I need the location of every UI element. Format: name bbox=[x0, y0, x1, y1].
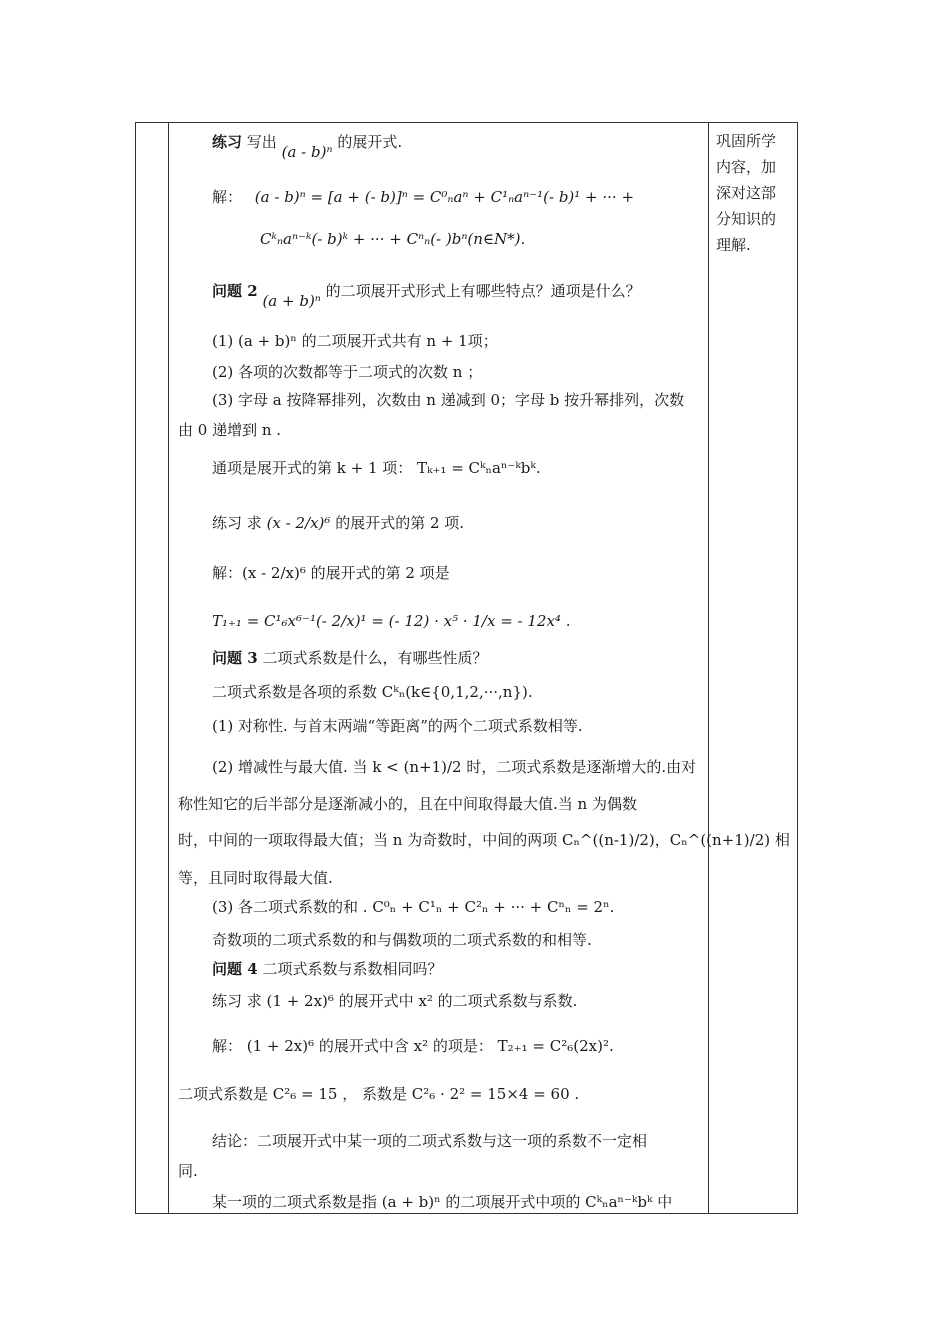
math-expr: Cᵏₙaⁿ⁻ᵏ(- b)ᵏ + ··· + Cⁿₙ(- )bⁿ(n∈N*). bbox=[260, 230, 526, 248]
practice-label: 练习 bbox=[212, 133, 243, 151]
solution-line: 解： (1 + 2x)⁶ 的展开式中含 x² 的项是： T₂₊₁ = C²₆(2x)². bbox=[212, 1037, 614, 1055]
practice-text2: 的展开式的第 2 项. bbox=[335, 514, 465, 532]
column-divider bbox=[168, 123, 169, 1213]
math-expr: (a - b)ⁿ = [a + (- b)]ⁿ = C⁰ₙaⁿ + C¹ₙaⁿ⁻¹(- b)¹ + ··· + bbox=[254, 188, 635, 206]
coefficient-line: 二项式系数是 C²₆ = 15 ， 系数是 C²₆ · 2² = 15×4 = 60 . bbox=[178, 1085, 580, 1103]
question-text: 二项式系数与系数相同吗？ bbox=[262, 960, 443, 978]
property-item: (2) 增减性与最大值. 当 k < (n+1)/2 时，二项式系数是逐渐增大的.由对 bbox=[212, 758, 697, 776]
property-item: 奇数项的二项式系数的和与偶数项的二项式系数的和相等. bbox=[212, 931, 592, 949]
practice-text2: 的展开式. bbox=[337, 133, 403, 151]
question3-line bbox=[212, 647, 487, 668]
column-divider bbox=[708, 123, 709, 1213]
solution-line: 解：(x - 2/x)⁶ 的展开式的第 2 项是 bbox=[212, 564, 450, 582]
question4-line bbox=[212, 958, 442, 979]
conclusion: 同. bbox=[178, 1162, 198, 1180]
definition: 二项式系数是各项的系数 Cᵏₙ(k∈{0,1,2,···,n}). bbox=[212, 683, 533, 701]
solution-line bbox=[212, 186, 634, 207]
last-line: 某一项的二项式系数是指 (a + b)ⁿ 的二项展开式中项的 Cᵏₙaⁿ⁻ᵏbᵏ 中 bbox=[212, 1193, 673, 1211]
math-expr: (a + b)ⁿ bbox=[262, 292, 321, 310]
question-label: 问题 4 bbox=[212, 960, 258, 978]
property-item: (3) 各二项式系数的和 . C⁰ₙ + C¹ₙ + C²ₙ + ··· + Cⁿₙ = 2ⁿ. bbox=[212, 898, 615, 916]
property-item: (1) 对称性. 与首末两端“等距离”的两个二项式系数相等. bbox=[212, 717, 583, 735]
question-label: 问题 2 bbox=[212, 282, 258, 300]
property-item: (2) 各项的次数都等于二项式的次数 n ； bbox=[212, 363, 483, 381]
solution-label: 解： bbox=[212, 188, 243, 206]
property-item: 时，中间的一项取得最大值；当 n 为奇数时，中间的两项 Cₙ^((n-1)/2)，Cₙ^((n+1)/2) 相 bbox=[178, 831, 790, 849]
side-note: 巩固所学内容，加深对这部分知识的理解. bbox=[716, 132, 777, 254]
practice-text: 练习 求 bbox=[212, 514, 262, 532]
practice1-line bbox=[212, 131, 403, 161]
math-expr: (x - 2/x)⁶ bbox=[266, 514, 331, 532]
practice-line: 练习 求 (1 + 2x)⁶ 的展开式中 x² 的二项式系数与系数. bbox=[212, 992, 578, 1010]
question-text: 的二项展开式形式上有哪些特点？通项是什么？ bbox=[325, 282, 641, 300]
question-label: 问题 3 bbox=[212, 649, 258, 667]
math-expr: T₁₊₁ = C¹₆x⁶⁻¹(- 2/x)¹ = (- 12) · x⁵ · 1/x = - 12x⁴ . bbox=[212, 612, 571, 630]
property-item: (3) 字母 a 按降幂排列，次数由 n 递减到 0；字母 b 按升幂排列，次数 bbox=[212, 391, 685, 409]
practice2-line bbox=[212, 512, 464, 533]
general-term: 通项是展开式的第 k + 1 项： Tₖ₊₁ = Cᵏₙaⁿ⁻ᵏbᵏ. bbox=[212, 459, 541, 477]
property-item: 由 0 递增到 n . bbox=[178, 421, 282, 439]
property-item: (1) (a + b)ⁿ 的二项展开式共有 n + 1项； bbox=[212, 332, 498, 350]
math-expr: (a - b)ⁿ bbox=[281, 143, 333, 161]
practice-text: 写出 bbox=[246, 133, 277, 151]
question2-line bbox=[212, 280, 641, 310]
question-text: 二项式系数是什么，有哪些性质？ bbox=[262, 649, 488, 667]
property-item: 等，且同时取得最大值. bbox=[178, 869, 333, 887]
conclusion: 结论：二项展开式中某一项的二项式系数与这一项的系数不一定相 bbox=[212, 1132, 648, 1150]
property-item: 称性知它的后半部分是逐渐减小的，且在中间取得最大值.当 n 为偶数 bbox=[178, 795, 637, 813]
